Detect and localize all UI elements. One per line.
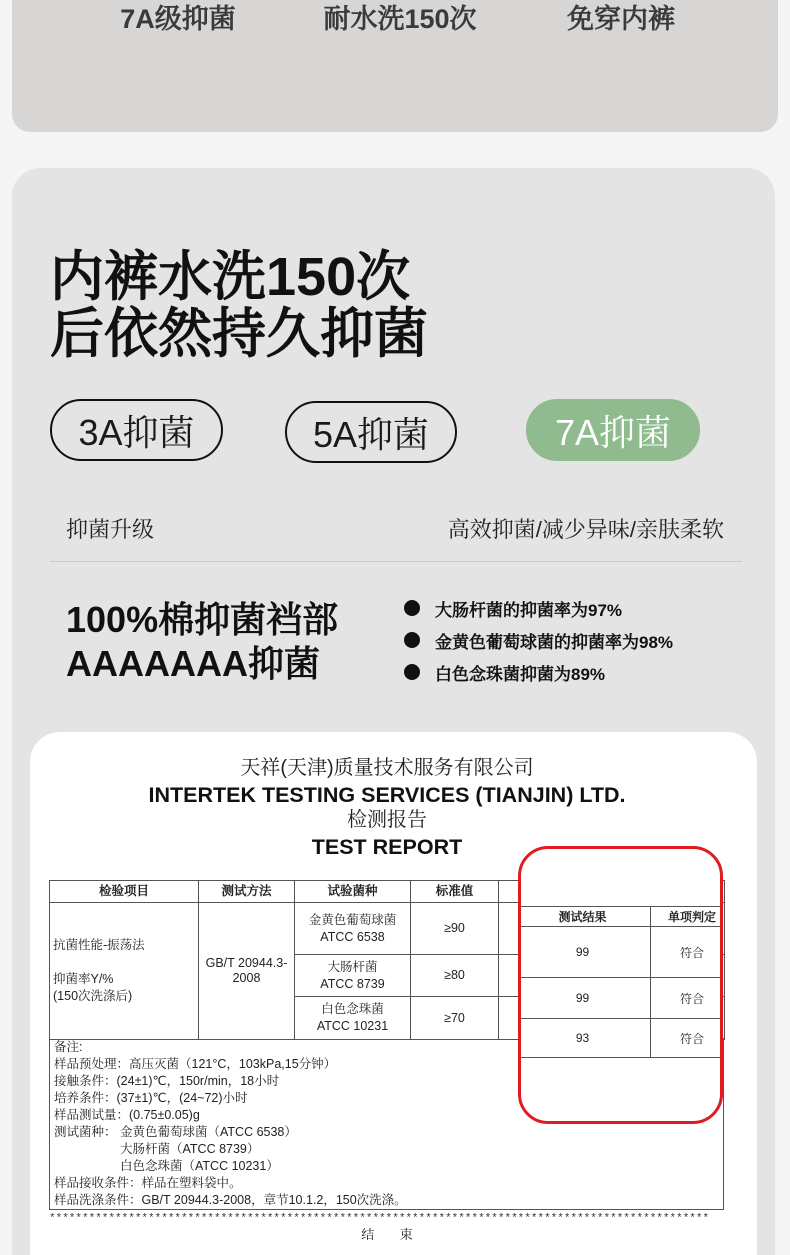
antibacterial-rates-list: [404, 592, 673, 688]
header-test-result: 测试结果: [521, 907, 651, 926]
note-culture: 培养条件：(37±1)℃，(24~72)小时: [54, 1091, 248, 1105]
note-washing: 样品洗涤条件：GB/T 20944.3-2008，章节10.1.2，150次洗涤。: [54, 1193, 407, 1207]
note-sample-amount: 样品测试量：(0.75±0.05)g: [54, 1108, 200, 1122]
grade-pill-5a: 5A抑菌: [285, 401, 457, 463]
header-test-item: 检验项目: [50, 881, 199, 903]
header-test-method: 测试方法: [199, 881, 295, 903]
section-title: [50, 249, 428, 363]
test-method-cell: [199, 903, 295, 1040]
bullet-dot-icon: [404, 632, 420, 648]
standard-value-cell: ≥90: [411, 903, 499, 955]
bullet-dot-icon: [404, 664, 420, 680]
strain-code: ATCC 8739: [320, 976, 385, 991]
result-value: 93: [521, 1019, 651, 1057]
rate-staph-aureus: 金黄色葡萄球菌的抑菌率为98%: [435, 632, 674, 652]
rate-e-coli: 大肠杆菌的抑菌率为97%: [435, 600, 623, 620]
strain-species: 白色念珠菌: [321, 1002, 384, 1016]
feature-no-underwear-needed: 免穿内裤: [567, 4, 675, 34]
report-title-en: TEST REPORT: [311, 835, 463, 859]
report-company-en: INTERTEK TESTING SERVICES (TIANJIN) LTD.: [148, 783, 626, 807]
highlight-line-2: AAAAAAA抑菌: [66, 643, 320, 684]
end-separator: ****************************************************************************************************: [49, 1213, 710, 1225]
antibacterial-section: [12, 168, 775, 1255]
rate-candida: 白色念珠菌抑菌为89%: [435, 664, 606, 684]
list-item: [404, 624, 673, 656]
strain-cell: [295, 903, 411, 955]
upgrade-label: 抑菌升级: [66, 517, 155, 542]
standard-value-cell: ≥70: [411, 997, 499, 1040]
note-pretreatment: 样品预处理：高压灭菌（121°C，103kPa,15分钟）: [54, 1057, 337, 1071]
note-receipt: 样品接收条件：样品在塑料袋中。: [54, 1176, 242, 1190]
strain-species: 金黄色葡萄球菌: [308, 912, 397, 927]
table-row: [521, 926, 720, 977]
end-label: 结 束: [361, 1227, 413, 1242]
result-value: 99: [521, 927, 651, 977]
note-strains-label: 测试菌种：: [54, 1125, 117, 1139]
test-method-line: GB/T 20944.3-: [205, 956, 288, 970]
test-report-card: [30, 732, 757, 1255]
standard-value-cell: ≥80: [411, 955, 499, 997]
test-item-name: 抗菌性能-振荡法: [53, 938, 145, 952]
test-item-metric: 抑菌率Y/%: [53, 972, 114, 986]
note-strains-line: [54, 1124, 723, 1141]
list-item: [404, 656, 673, 688]
feature-wash-durability: 耐水洗150次: [323, 4, 477, 34]
section-title-line-2: 后依然持久抑菌: [50, 304, 428, 364]
crotch-highlight: [66, 598, 338, 686]
strain-cell: [295, 955, 411, 997]
strain-code: ATCC 10231: [316, 1019, 389, 1033]
feature-banner: [12, 0, 778, 132]
header-verdict: 单项判定: [667, 910, 716, 924]
report-title-cn: 检测报告: [347, 809, 427, 831]
list-item: [404, 592, 673, 624]
strain-cell: [295, 997, 411, 1040]
test-item-cell: [50, 903, 199, 1040]
highlight-line-1: 100%棉抑菌裆部: [66, 599, 339, 640]
test-item-condition: (150次洗涤后): [53, 989, 133, 1003]
benefits-text: 高效抑菌/减少异味/亲肤柔软: [447, 517, 724, 542]
table-row: [521, 1018, 720, 1058]
note-strain-item: 金黄色葡萄球菌（ATCC 6538）: [120, 1125, 297, 1139]
grade-pill-3a: 3A抑菌: [50, 399, 223, 461]
bullet-dot-icon: [404, 600, 420, 616]
header-standard-value: 标准值: [411, 881, 499, 903]
note-strains-line: [54, 1158, 723, 1175]
verdict-value: 符合: [679, 1031, 704, 1046]
verdict-value: 符合: [679, 991, 704, 1006]
section-divider: [50, 561, 742, 562]
table-row: [521, 977, 720, 1018]
header-test-strain: 试验菌种: [295, 881, 411, 903]
section-title-line-1: 内裤水洗150次: [50, 247, 411, 307]
note-strain-item: 白色念珠菌（ATCC 10231）: [120, 1159, 279, 1173]
results-callout: [518, 846, 723, 1124]
verdict-value: 符合: [679, 945, 704, 960]
report-company-cn: 天祥(天津)质量技术服务有限公司: [240, 757, 534, 779]
grade-pill-7a: 7A抑菌: [526, 399, 700, 461]
result-value: 99: [521, 978, 651, 1018]
note-strains-line: [54, 1141, 723, 1158]
note-heading: 备注:: [54, 1040, 83, 1054]
note-strain-item: 大肠杆菌（ATCC 8739）: [120, 1142, 260, 1156]
strain-species: 大肠杆菌: [327, 959, 378, 974]
feature-antibacterial-grade: 7A级抑菌: [120, 4, 236, 34]
note-contact: 接触条件：(24±1)℃，150r/min，18小时: [54, 1074, 280, 1088]
test-method-line: 2008: [232, 971, 261, 985]
strain-code: ATCC 6538: [320, 929, 385, 944]
callout-results-table: [521, 906, 720, 1058]
callout-header-row: [521, 906, 720, 926]
